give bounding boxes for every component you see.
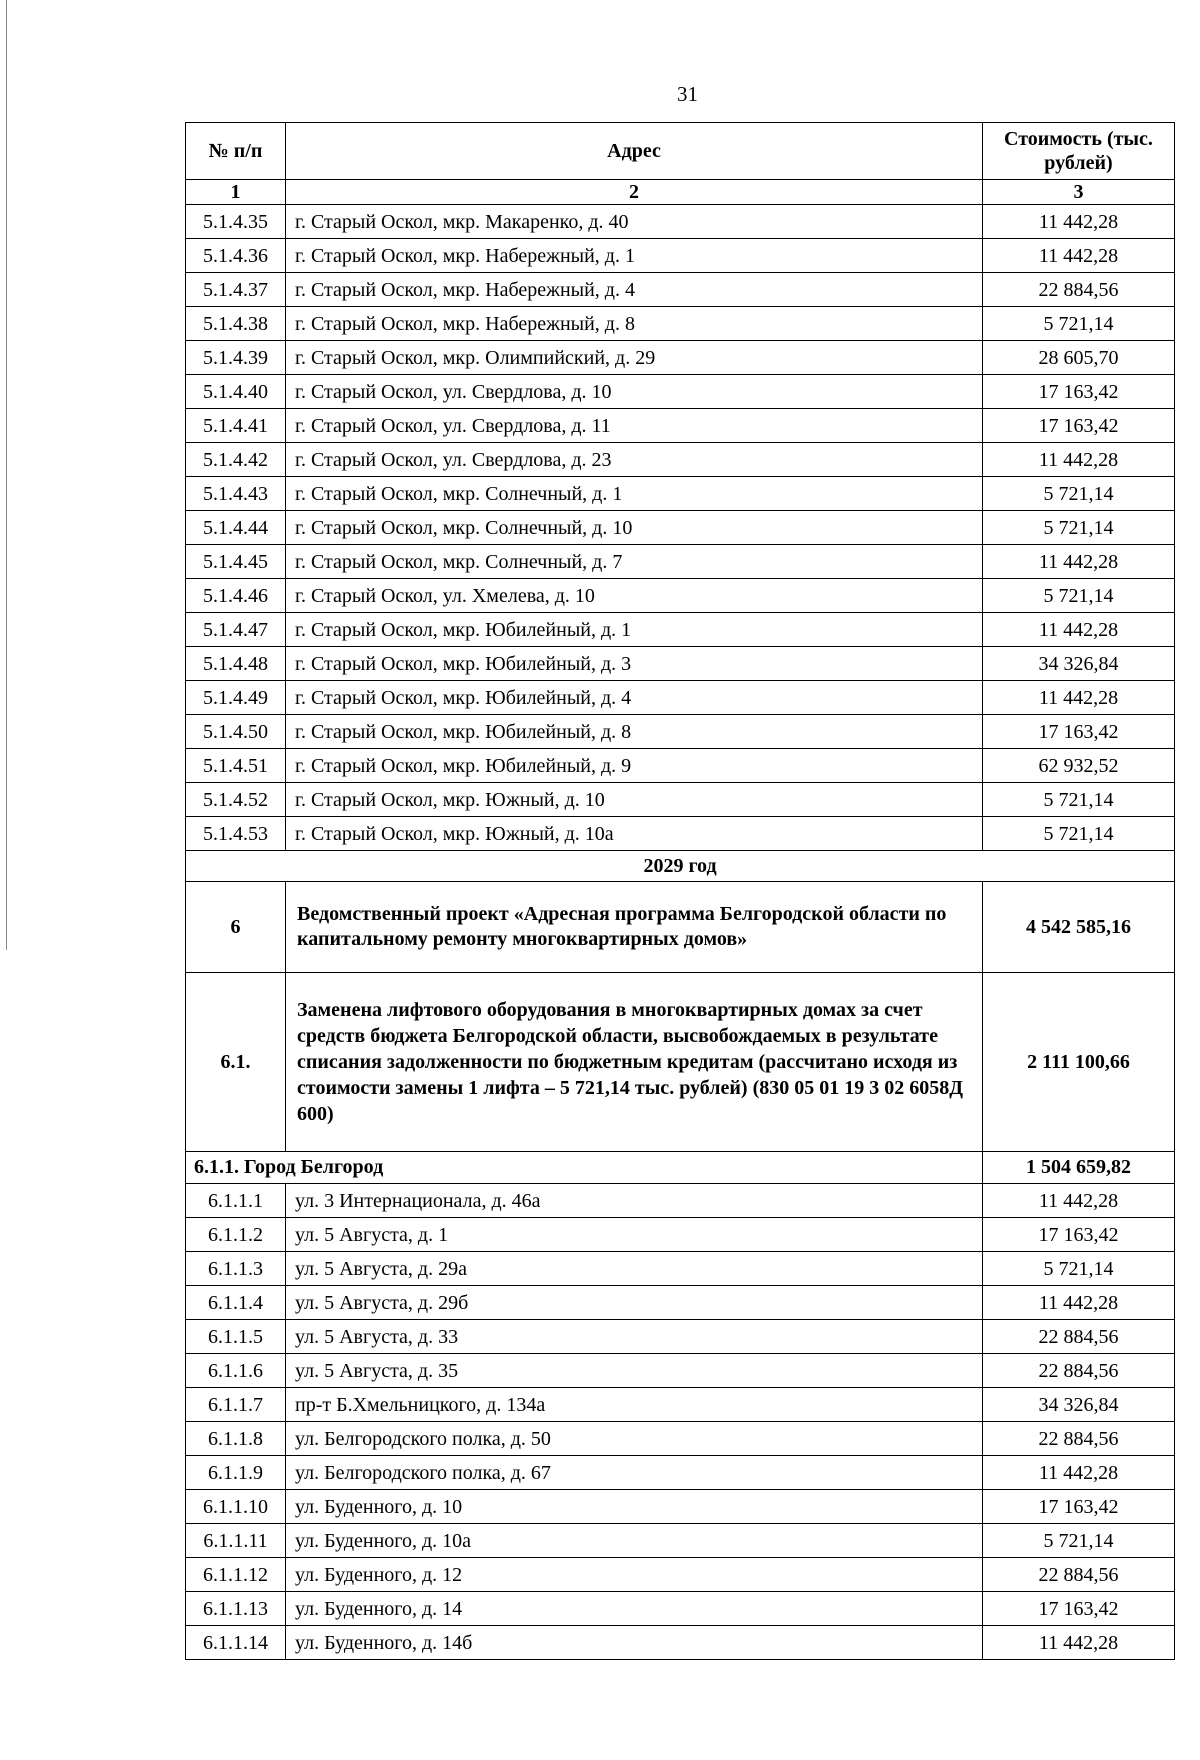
table-row	[186, 477, 1175, 511]
row-number: 5.1.4.49	[186, 681, 286, 715]
row-address: г. Старый Оскол, мкр. Юбилейный, д. 8	[286, 715, 983, 749]
row-address: г. Старый Оскол, мкр. Юбилейный, д. 1	[286, 613, 983, 647]
row-number: 5.1.4.48	[186, 647, 286, 681]
table-row	[186, 273, 1175, 307]
row-address: г. Старый Оскол, ул. Свердлова, д. 23	[286, 443, 983, 477]
row-address: г. Старый Оскол, мкр. Солнечный, д. 7	[286, 545, 983, 579]
table-row	[186, 511, 1175, 545]
row-number: 6.1.1.2	[186, 1218, 286, 1252]
row-number: 6.1.1.12	[186, 1558, 286, 1592]
row-cost: 17 163,42	[983, 1592, 1175, 1626]
row-address: ул. Буденного, д. 12	[286, 1558, 983, 1592]
row-number: 5.1.4.46	[186, 579, 286, 613]
row-cost: 17 163,42	[983, 409, 1175, 443]
row-address: г. Старый Оскол, мкр. Солнечный, д. 10	[286, 511, 983, 545]
row-number: 5.1.4.40	[186, 375, 286, 409]
cost-table	[185, 122, 1175, 1660]
row-cost: 5 721,14	[983, 307, 1175, 341]
row-number: 5.1.4.43	[186, 477, 286, 511]
row-cost: 11 442,28	[983, 681, 1175, 715]
column-index: 3	[983, 180, 1175, 205]
row-cost: 5 721,14	[983, 579, 1175, 613]
column-index: 2	[286, 180, 983, 205]
table-row	[186, 613, 1175, 647]
table-row	[186, 375, 1175, 409]
row-cost: 17 163,42	[983, 715, 1175, 749]
row-address: г. Старый Оскол, мкр. Набережный, д. 4	[286, 273, 983, 307]
row-address: г. Старый Оскол, мкр. Южный, д. 10	[286, 783, 983, 817]
table-row	[186, 1490, 1175, 1524]
row-address: ул. 5 Августа, д. 29б	[286, 1286, 983, 1320]
row-cost: 34 326,84	[983, 1388, 1175, 1422]
header-cost: Стоимость (тыс. рублей)	[983, 123, 1175, 180]
row-number: 6.1.1.6	[186, 1354, 286, 1388]
table-row	[186, 817, 1175, 851]
table-row	[186, 307, 1175, 341]
row-address: ул. 5 Августа, д. 29а	[286, 1252, 983, 1286]
row-number: 5.1.4.53	[186, 817, 286, 851]
row-number: 6.1.1.9	[186, 1456, 286, 1490]
row-address: г. Старый Оскол, ул. Свердлова, д. 11	[286, 409, 983, 443]
row-cost: 11 442,28	[983, 613, 1175, 647]
table-row	[186, 545, 1175, 579]
table-row	[186, 1558, 1175, 1592]
row-address: ул. 5 Августа, д. 35	[286, 1354, 983, 1388]
table-row	[186, 409, 1175, 443]
table-row	[186, 1218, 1175, 1252]
row-number: 5.1.4.37	[186, 273, 286, 307]
row-address: г. Старый Оскол, мкр. Солнечный, д. 1	[286, 477, 983, 511]
row-address: ул. Белгородского полка, д. 50	[286, 1422, 983, 1456]
row-cost: 11 442,28	[983, 1286, 1175, 1320]
row-cost: 22 884,56	[983, 1320, 1175, 1354]
row-number: 5.1.4.36	[186, 239, 286, 273]
table-row	[186, 647, 1175, 681]
row-number: 5.1.4.51	[186, 749, 286, 783]
table-row	[186, 1286, 1175, 1320]
row-address: г. Старый Оскол, мкр. Олимпийский, д. 29	[286, 341, 983, 375]
city-cost: 1 504 659,82	[983, 1152, 1175, 1184]
table-row	[186, 1592, 1175, 1626]
subproject-number: 6.1.	[186, 973, 286, 1152]
table-row	[186, 1626, 1175, 1660]
row-number: 6.1.1.8	[186, 1422, 286, 1456]
row-cost: 5 721,14	[983, 511, 1175, 545]
row-address: г. Старый Оскол, мкр. Южный, д. 10а	[286, 817, 983, 851]
row-cost: 5 721,14	[983, 1524, 1175, 1558]
row-cost: 17 163,42	[983, 375, 1175, 409]
row-number: 6.1.1.7	[186, 1388, 286, 1422]
row-number: 5.1.4.50	[186, 715, 286, 749]
table-header-row	[186, 123, 1175, 180]
row-address: г. Старый Оскол, мкр. Макаренко, д. 40	[286, 205, 983, 239]
row-cost: 22 884,56	[983, 1558, 1175, 1592]
row-number: 5.1.4.45	[186, 545, 286, 579]
row-cost: 22 884,56	[983, 1422, 1175, 1456]
row-cost: 17 163,42	[983, 1218, 1175, 1252]
table-row	[186, 1388, 1175, 1422]
row-cost: 11 442,28	[983, 545, 1175, 579]
table-row	[186, 783, 1175, 817]
column-index-row	[186, 180, 1175, 205]
year-row	[186, 851, 1175, 882]
row-number: 5.1.4.47	[186, 613, 286, 647]
table-body-top	[186, 205, 1175, 851]
table-row	[186, 749, 1175, 783]
table-row	[186, 341, 1175, 375]
row-address: г. Старый Оскол, мкр. Юбилейный, д. 4	[286, 681, 983, 715]
subproject-cost: 2 111 100,66	[983, 973, 1175, 1152]
table-row	[186, 1524, 1175, 1558]
subproject-description: Заменена лифтового оборудования в многоквартирных домах за счет средств бюджета Белгородской области, высвобождаемых в результате списания задолженности по бюджетным кредитам (рассчитано исходя из стоимости замены 1 лифта – 5 721,14 тыс. рублей) (830 05 01 19 3 02 6058Д 600)	[286, 973, 983, 1152]
project-description: Ведомственный проект «Адресная программа Белгородской области по капитальному ремонту многоквартирных домов»	[286, 882, 983, 973]
row-cost: 22 884,56	[983, 1354, 1175, 1388]
row-cost: 28 605,70	[983, 341, 1175, 375]
project-row	[186, 882, 1175, 973]
project-cost: 4 542 585,16	[983, 882, 1175, 973]
row-cost: 11 442,28	[983, 1184, 1175, 1218]
row-cost: 5 721,14	[983, 477, 1175, 511]
table-row	[186, 715, 1175, 749]
table-row	[186, 1354, 1175, 1388]
row-cost: 22 884,56	[983, 273, 1175, 307]
table-body-mid	[186, 851, 1175, 1184]
scan-edge-line	[6, 0, 7, 950]
row-address: ул. 3 Интернационала, д. 46а	[286, 1184, 983, 1218]
row-number: 5.1.4.52	[186, 783, 286, 817]
table-row	[186, 239, 1175, 273]
row-address: г. Старый Оскол, мкр. Юбилейный, д. 9	[286, 749, 983, 783]
row-number: 6.1.1.10	[186, 1490, 286, 1524]
table-row	[186, 1252, 1175, 1286]
row-cost: 62 932,52	[983, 749, 1175, 783]
row-number: 5.1.4.42	[186, 443, 286, 477]
table-row	[186, 443, 1175, 477]
table-row	[186, 1184, 1175, 1218]
row-number: 5.1.4.35	[186, 205, 286, 239]
table-row	[186, 681, 1175, 715]
row-address: г. Старый Оскол, ул. Хмелева, д. 10	[286, 579, 983, 613]
row-address: ул. Буденного, д. 10	[286, 1490, 983, 1524]
row-number: 5.1.4.38	[186, 307, 286, 341]
row-number: 6.1.1.13	[186, 1592, 286, 1626]
table-row	[186, 205, 1175, 239]
row-address: г. Старый Оскол, ул. Свердлова, д. 10	[286, 375, 983, 409]
row-address: ул. 5 Августа, д. 1	[286, 1218, 983, 1252]
city-row	[186, 1152, 1175, 1184]
header-number: № п/п	[186, 123, 286, 180]
table-row	[186, 1422, 1175, 1456]
row-cost: 5 721,14	[983, 817, 1175, 851]
row-number: 5.1.4.39	[186, 341, 286, 375]
row-number: 6.1.1.3	[186, 1252, 286, 1286]
row-number: 6.1.1.14	[186, 1626, 286, 1660]
row-cost: 11 442,28	[983, 1456, 1175, 1490]
row-number: 6.1.1.5	[186, 1320, 286, 1354]
row-address: г. Старый Оскол, мкр. Юбилейный, д. 3	[286, 647, 983, 681]
row-address: ул. Белгородского полка, д. 67	[286, 1456, 983, 1490]
page-number: 31	[677, 82, 698, 106]
row-cost: 5 721,14	[983, 783, 1175, 817]
row-number: 6.1.1.4	[186, 1286, 286, 1320]
row-cost: 11 442,28	[983, 443, 1175, 477]
table-row	[186, 1456, 1175, 1490]
row-cost: 17 163,42	[983, 1490, 1175, 1524]
row-cost: 34 326,84	[983, 647, 1175, 681]
row-cost: 11 442,28	[983, 239, 1175, 273]
row-number: 6.1.1.11	[186, 1524, 286, 1558]
table-row	[186, 1320, 1175, 1354]
row-number: 6.1.1.1	[186, 1184, 286, 1218]
row-address: ул. Буденного, д. 14	[286, 1592, 983, 1626]
project-number: 6	[186, 882, 286, 973]
subproject-row	[186, 973, 1175, 1152]
column-index: 1	[186, 180, 286, 205]
city-label: 6.1.1. Город Белгород	[186, 1152, 983, 1184]
header-address: Адрес	[286, 123, 983, 180]
row-cost: 11 442,28	[983, 205, 1175, 239]
table-row	[186, 579, 1175, 613]
row-number: 5.1.4.41	[186, 409, 286, 443]
row-address: г. Старый Оскол, мкр. Набережный, д. 1	[286, 239, 983, 273]
year-label: 2029 год	[186, 851, 1175, 882]
row-address: пр-т Б.Хмельницкого, д. 134а	[286, 1388, 983, 1422]
row-address: г. Старый Оскол, мкр. Набережный, д. 8	[286, 307, 983, 341]
row-number: 5.1.4.44	[186, 511, 286, 545]
row-cost: 11 442,28	[983, 1626, 1175, 1660]
table-body-bottom	[186, 1184, 1175, 1660]
row-address: ул. Буденного, д. 14б	[286, 1626, 983, 1660]
row-address: ул. Буденного, д. 10а	[286, 1524, 983, 1558]
row-cost: 5 721,14	[983, 1252, 1175, 1286]
row-address: ул. 5 Августа, д. 33	[286, 1320, 983, 1354]
